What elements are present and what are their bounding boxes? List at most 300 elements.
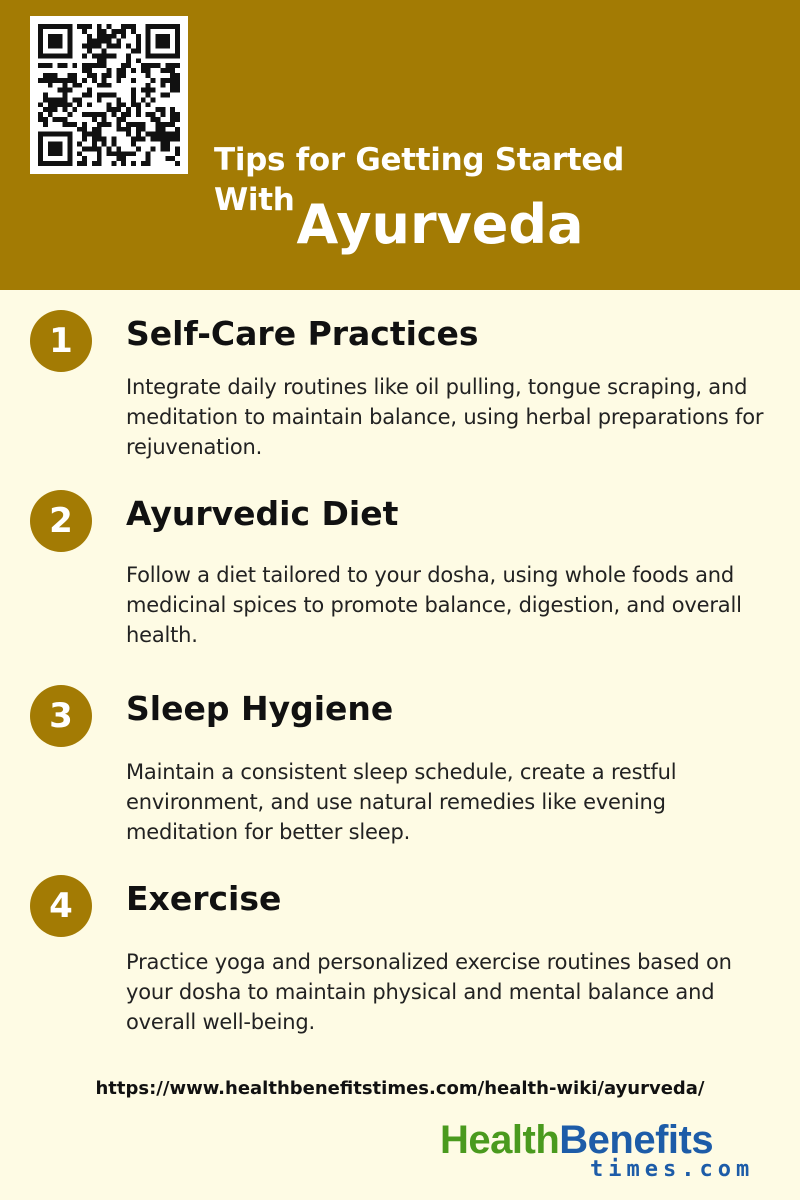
qr-module <box>107 44 112 49</box>
qr-module <box>160 44 165 49</box>
qr-module <box>82 127 87 132</box>
qr-module <box>170 107 175 112</box>
qr-module <box>107 39 112 44</box>
qr-module <box>111 29 116 34</box>
qr-module <box>131 24 136 29</box>
qr-module <box>165 53 170 58</box>
qr-module <box>102 117 107 122</box>
qr-module <box>97 93 102 98</box>
qr-module <box>82 112 87 117</box>
qr-module <box>175 24 180 29</box>
header-subtitle: Tips for Getting Started With <box>214 142 625 218</box>
qr-module <box>77 24 82 29</box>
qr-module <box>146 83 151 88</box>
qr-module <box>48 102 53 107</box>
tip-title: Self-Care Practices <box>126 314 479 353</box>
qr-module <box>126 24 131 29</box>
qr-module <box>116 127 121 132</box>
qr-module <box>121 102 126 107</box>
tip-number-badge: 1 <box>30 310 92 372</box>
qr-module <box>48 132 53 137</box>
logo-part-benefits: Benefits <box>559 1118 714 1162</box>
qr-module <box>170 132 175 137</box>
qr-module <box>160 78 165 83</box>
qr-module <box>146 151 151 156</box>
qr-module <box>116 151 121 156</box>
qr-module <box>131 97 136 102</box>
qr-module <box>97 156 102 161</box>
qr-module <box>58 132 63 137</box>
qr-module <box>43 24 48 29</box>
qr-module <box>87 34 92 39</box>
qr-module <box>82 122 87 127</box>
qr-module <box>53 102 58 107</box>
qr-module <box>165 44 170 49</box>
qr-module <box>121 151 126 156</box>
logo-wordmark <box>440 1118 713 1162</box>
qr-module <box>111 112 116 117</box>
qr-module <box>111 137 116 142</box>
qr-module <box>116 73 121 78</box>
qr-module <box>38 102 43 107</box>
qr-module <box>107 122 112 127</box>
qr-module <box>146 29 151 34</box>
qr-module <box>38 151 43 156</box>
qr-module <box>146 156 151 161</box>
qr-module <box>97 58 102 63</box>
qr-module <box>82 53 87 58</box>
qr-module <box>141 122 146 127</box>
qr-module <box>121 156 126 161</box>
qr-module <box>126 127 131 132</box>
qr-module <box>156 63 161 68</box>
qr-module <box>107 24 112 29</box>
qr-module <box>136 132 141 137</box>
qr-module <box>62 132 67 137</box>
qr-module <box>102 112 107 117</box>
qr-module <box>53 117 58 122</box>
qr-module <box>111 151 116 156</box>
qr-module <box>62 161 67 166</box>
qr-module <box>141 97 146 102</box>
qr-module <box>146 34 151 39</box>
qr-module <box>62 93 67 98</box>
qr-module <box>170 83 175 88</box>
qr-module <box>58 97 63 102</box>
qr-module <box>87 48 92 53</box>
qr-module <box>43 122 48 127</box>
qr-module <box>121 161 126 166</box>
qr-module <box>62 88 67 93</box>
qr-module <box>67 161 72 166</box>
qr-module <box>170 117 175 122</box>
qr-module <box>92 53 97 58</box>
qr-module <box>87 112 92 117</box>
qr-module <box>107 151 112 156</box>
qr-module <box>62 24 67 29</box>
qr-module <box>107 83 112 88</box>
qr-module <box>131 151 136 156</box>
qr-module <box>146 112 151 117</box>
qr-module <box>165 34 170 39</box>
qr-module <box>175 39 180 44</box>
qr-module <box>107 102 112 107</box>
qr-module <box>67 132 72 137</box>
qr-module <box>48 78 53 83</box>
qr-module <box>67 142 72 147</box>
qr-module <box>87 63 92 68</box>
tip-number-badge: 3 <box>30 685 92 747</box>
qr-module <box>43 63 48 68</box>
qr-module <box>67 34 72 39</box>
qr-module <box>165 137 170 142</box>
qr-module <box>87 39 92 44</box>
qr-module <box>92 44 97 49</box>
tip-description: Integrate daily routines like oil pulling, tongue scraping, and meditation to maintain balance, using herbal preparations for rejuvenation. <box>126 375 764 459</box>
qr-module <box>48 151 53 156</box>
qr-module <box>156 107 161 112</box>
qr-module <box>175 88 180 93</box>
qr-module <box>82 29 87 34</box>
qr-module <box>170 112 175 117</box>
tip-number-badge: 2 <box>30 490 92 552</box>
qr-module <box>82 161 87 166</box>
qr-module <box>97 127 102 132</box>
qr-module <box>170 122 175 127</box>
qr-module <box>92 127 97 132</box>
qr-module <box>121 24 126 29</box>
qr-module <box>48 34 53 39</box>
qr-module <box>146 48 151 53</box>
qr-module <box>58 53 63 58</box>
qr-module <box>102 34 107 39</box>
qr-module <box>72 78 77 83</box>
qr-module <box>92 73 97 78</box>
qr-module <box>146 73 151 78</box>
qr-module <box>151 24 156 29</box>
qr-module <box>151 97 156 102</box>
qr-module <box>53 78 58 83</box>
logo-subtext: times.com <box>590 1157 755 1182</box>
qr-module <box>116 117 121 122</box>
qr-module <box>151 88 156 93</box>
qr-module <box>116 39 121 44</box>
qr-module <box>160 112 165 117</box>
qr-module <box>107 73 112 78</box>
qr-module <box>116 44 121 49</box>
qr-module <box>102 63 107 68</box>
qr-module <box>72 122 77 127</box>
qr-module <box>170 78 175 83</box>
qr-module <box>67 53 72 58</box>
qr-module <box>146 39 151 44</box>
qr-module <box>97 122 102 127</box>
qr-module <box>87 88 92 93</box>
qr-module <box>151 132 156 137</box>
qr-module <box>156 132 161 137</box>
qr-module <box>62 97 67 102</box>
qr-module <box>48 83 53 88</box>
qr-module <box>131 161 136 166</box>
qr-module <box>77 127 82 132</box>
qr-module <box>38 132 43 137</box>
qr-module <box>160 107 165 112</box>
qr-module <box>82 93 87 98</box>
qr-module <box>97 137 102 142</box>
tip-title: Sleep Hygiene <box>126 689 394 728</box>
qr-module <box>175 151 180 156</box>
qr-module <box>53 24 58 29</box>
qr-module <box>43 132 48 137</box>
qr-module <box>92 132 97 137</box>
qr-module <box>160 24 165 29</box>
qr-module <box>82 137 87 142</box>
qr-module <box>53 44 58 49</box>
qr-module <box>126 132 131 137</box>
qr-module <box>160 137 165 142</box>
header-banner <box>0 0 800 290</box>
qr-module <box>170 156 175 161</box>
qr-module <box>38 161 43 166</box>
qr-module <box>38 146 43 151</box>
qr-module <box>58 63 63 68</box>
qr-module <box>141 88 146 93</box>
qr-module <box>38 63 43 68</box>
page-title: Ayurveda <box>296 193 584 256</box>
source-url-link[interactable]: https://www.healthbenefitstimes.com/health-wiki/ayurveda/ <box>95 1078 705 1099</box>
qr-module <box>111 107 116 112</box>
qr-module <box>116 102 121 107</box>
qr-module <box>146 132 151 137</box>
qr-module <box>102 39 107 44</box>
qr-module <box>53 161 58 166</box>
qr-module <box>151 63 156 68</box>
qr-module <box>175 112 180 117</box>
qr-module <box>170 88 175 93</box>
qr-module <box>141 137 146 142</box>
qr-module <box>38 29 43 34</box>
qr-module <box>146 44 151 49</box>
qr-module <box>67 44 72 49</box>
qr-module <box>77 161 82 166</box>
qr-module <box>165 63 170 68</box>
qr-module <box>82 156 87 161</box>
qr-module <box>97 39 102 44</box>
qr-module <box>97 112 102 117</box>
qr-module <box>72 63 77 68</box>
qr-module <box>160 93 165 98</box>
qr-module <box>77 83 82 88</box>
qr-module <box>111 93 116 98</box>
qr-module <box>87 102 92 107</box>
qr-module <box>121 73 126 78</box>
qr-module <box>38 156 43 161</box>
qr-module <box>160 34 165 39</box>
qr-module <box>136 112 141 117</box>
qr-module <box>126 151 131 156</box>
qr-module <box>111 142 116 147</box>
qr-module <box>116 97 121 102</box>
qr-module <box>136 44 141 49</box>
qr-module <box>156 137 161 142</box>
qr-module <box>141 63 146 68</box>
qr-module <box>146 88 151 93</box>
qr-module <box>126 63 131 68</box>
qr-module <box>48 39 53 44</box>
qr-module <box>121 34 126 39</box>
qr-module <box>165 39 170 44</box>
qr-module <box>121 29 126 34</box>
qr-module <box>116 156 121 161</box>
qr-module <box>131 68 136 73</box>
qr-module <box>97 97 102 102</box>
qr-module <box>53 142 58 147</box>
qr-module <box>165 68 170 73</box>
qr-module <box>92 137 97 142</box>
tip-description: Maintain a consistent sleep schedule, create a restful environment, and use natural remedies like evening meditation for better sleep. <box>126 760 677 844</box>
qr-module <box>58 88 63 93</box>
qr-module <box>48 161 53 166</box>
qr-module <box>170 53 175 58</box>
qr-module <box>87 68 92 73</box>
qr-module <box>58 146 63 151</box>
qr-module <box>38 53 43 58</box>
qr-module <box>156 44 161 49</box>
qr-module <box>116 107 121 112</box>
qr-module <box>151 78 156 83</box>
qr-module <box>160 122 165 127</box>
qr-module <box>156 53 161 58</box>
qr-module <box>116 78 121 83</box>
qr-module <box>136 39 141 44</box>
qr-module <box>136 107 141 112</box>
qr-module <box>121 127 126 132</box>
qr-module <box>146 93 151 98</box>
qr-module <box>87 73 92 78</box>
tip-title: Ayurvedic Diet <box>126 494 399 533</box>
qr-module <box>175 137 180 142</box>
qr-module <box>156 127 161 132</box>
qr-module <box>92 63 97 68</box>
qr-module <box>136 48 141 53</box>
qr-module <box>58 142 63 147</box>
qr-module <box>97 83 102 88</box>
qr-module <box>107 107 112 112</box>
tip-title: Exercise <box>126 879 282 918</box>
qr-code-icon[interactable] <box>30 16 188 174</box>
qr-module <box>126 44 131 49</box>
qr-module <box>82 63 87 68</box>
qr-module <box>38 39 43 44</box>
qr-module <box>82 44 87 49</box>
qr-module <box>48 63 53 68</box>
qr-module <box>175 161 180 166</box>
qr-module <box>102 93 107 98</box>
qr-module <box>131 122 136 127</box>
qr-module <box>136 102 141 107</box>
qr-module <box>165 156 170 161</box>
qr-module <box>92 78 97 83</box>
qr-module <box>97 132 102 137</box>
qr-module <box>136 58 141 63</box>
qr-module <box>160 146 165 151</box>
qr-module <box>126 107 131 112</box>
qr-module <box>131 137 136 142</box>
qr-module <box>53 132 58 137</box>
qr-module <box>141 68 146 73</box>
qr-module <box>53 146 58 151</box>
qr-module <box>48 24 53 29</box>
qr-module <box>146 68 151 73</box>
health-benefits-times-logo[interactable] <box>440 1118 755 1182</box>
qr-module <box>87 44 92 49</box>
qr-module <box>121 112 126 117</box>
qr-module <box>146 53 151 58</box>
qr-module <box>151 146 156 151</box>
qr-module <box>43 78 48 83</box>
qr-module <box>38 34 43 39</box>
qr-module <box>67 151 72 156</box>
qr-module <box>82 78 87 83</box>
qr-module <box>38 142 43 147</box>
qr-module <box>82 132 87 137</box>
qr-module <box>53 107 58 112</box>
qr-module <box>102 78 107 83</box>
qr-module <box>146 24 151 29</box>
qr-module <box>92 112 97 117</box>
qr-module <box>160 127 165 132</box>
qr-module <box>175 63 180 68</box>
qr-module <box>116 122 121 127</box>
qr-module <box>67 137 72 142</box>
qr-module <box>175 83 180 88</box>
qr-module <box>170 73 175 78</box>
qr-module <box>131 48 136 53</box>
qr-module <box>170 137 175 142</box>
qr-module <box>102 73 107 78</box>
qr-module <box>72 73 77 78</box>
qr-module <box>48 107 53 112</box>
qr-module <box>175 53 180 58</box>
qr-module <box>156 117 161 122</box>
qr-module <box>82 146 87 151</box>
qr-module <box>175 127 180 132</box>
qr-module <box>141 127 146 132</box>
qr-module <box>87 146 92 151</box>
qr-module <box>102 122 107 127</box>
tip-description: Practice yoga and personalized exercise routines based on your dosha to maintain physical and mental balance and overall well-being. <box>126 950 732 1034</box>
qr-module <box>62 53 67 58</box>
qr-module <box>82 24 87 29</box>
qr-module <box>160 132 165 137</box>
qr-module <box>175 117 180 122</box>
qr-module <box>62 107 67 112</box>
qr-module <box>102 137 107 142</box>
qr-module <box>43 107 48 112</box>
qr-module <box>107 53 112 58</box>
qr-module <box>175 48 180 53</box>
qr-module <box>175 44 180 49</box>
qr-module <box>107 34 112 39</box>
qr-module <box>165 142 170 147</box>
qr-module <box>156 122 161 127</box>
qr-module <box>160 68 165 73</box>
qr-module <box>82 68 87 73</box>
qr-module <box>53 53 58 58</box>
qr-module <box>102 83 107 88</box>
qr-module <box>111 34 116 39</box>
qr-module <box>43 73 48 78</box>
